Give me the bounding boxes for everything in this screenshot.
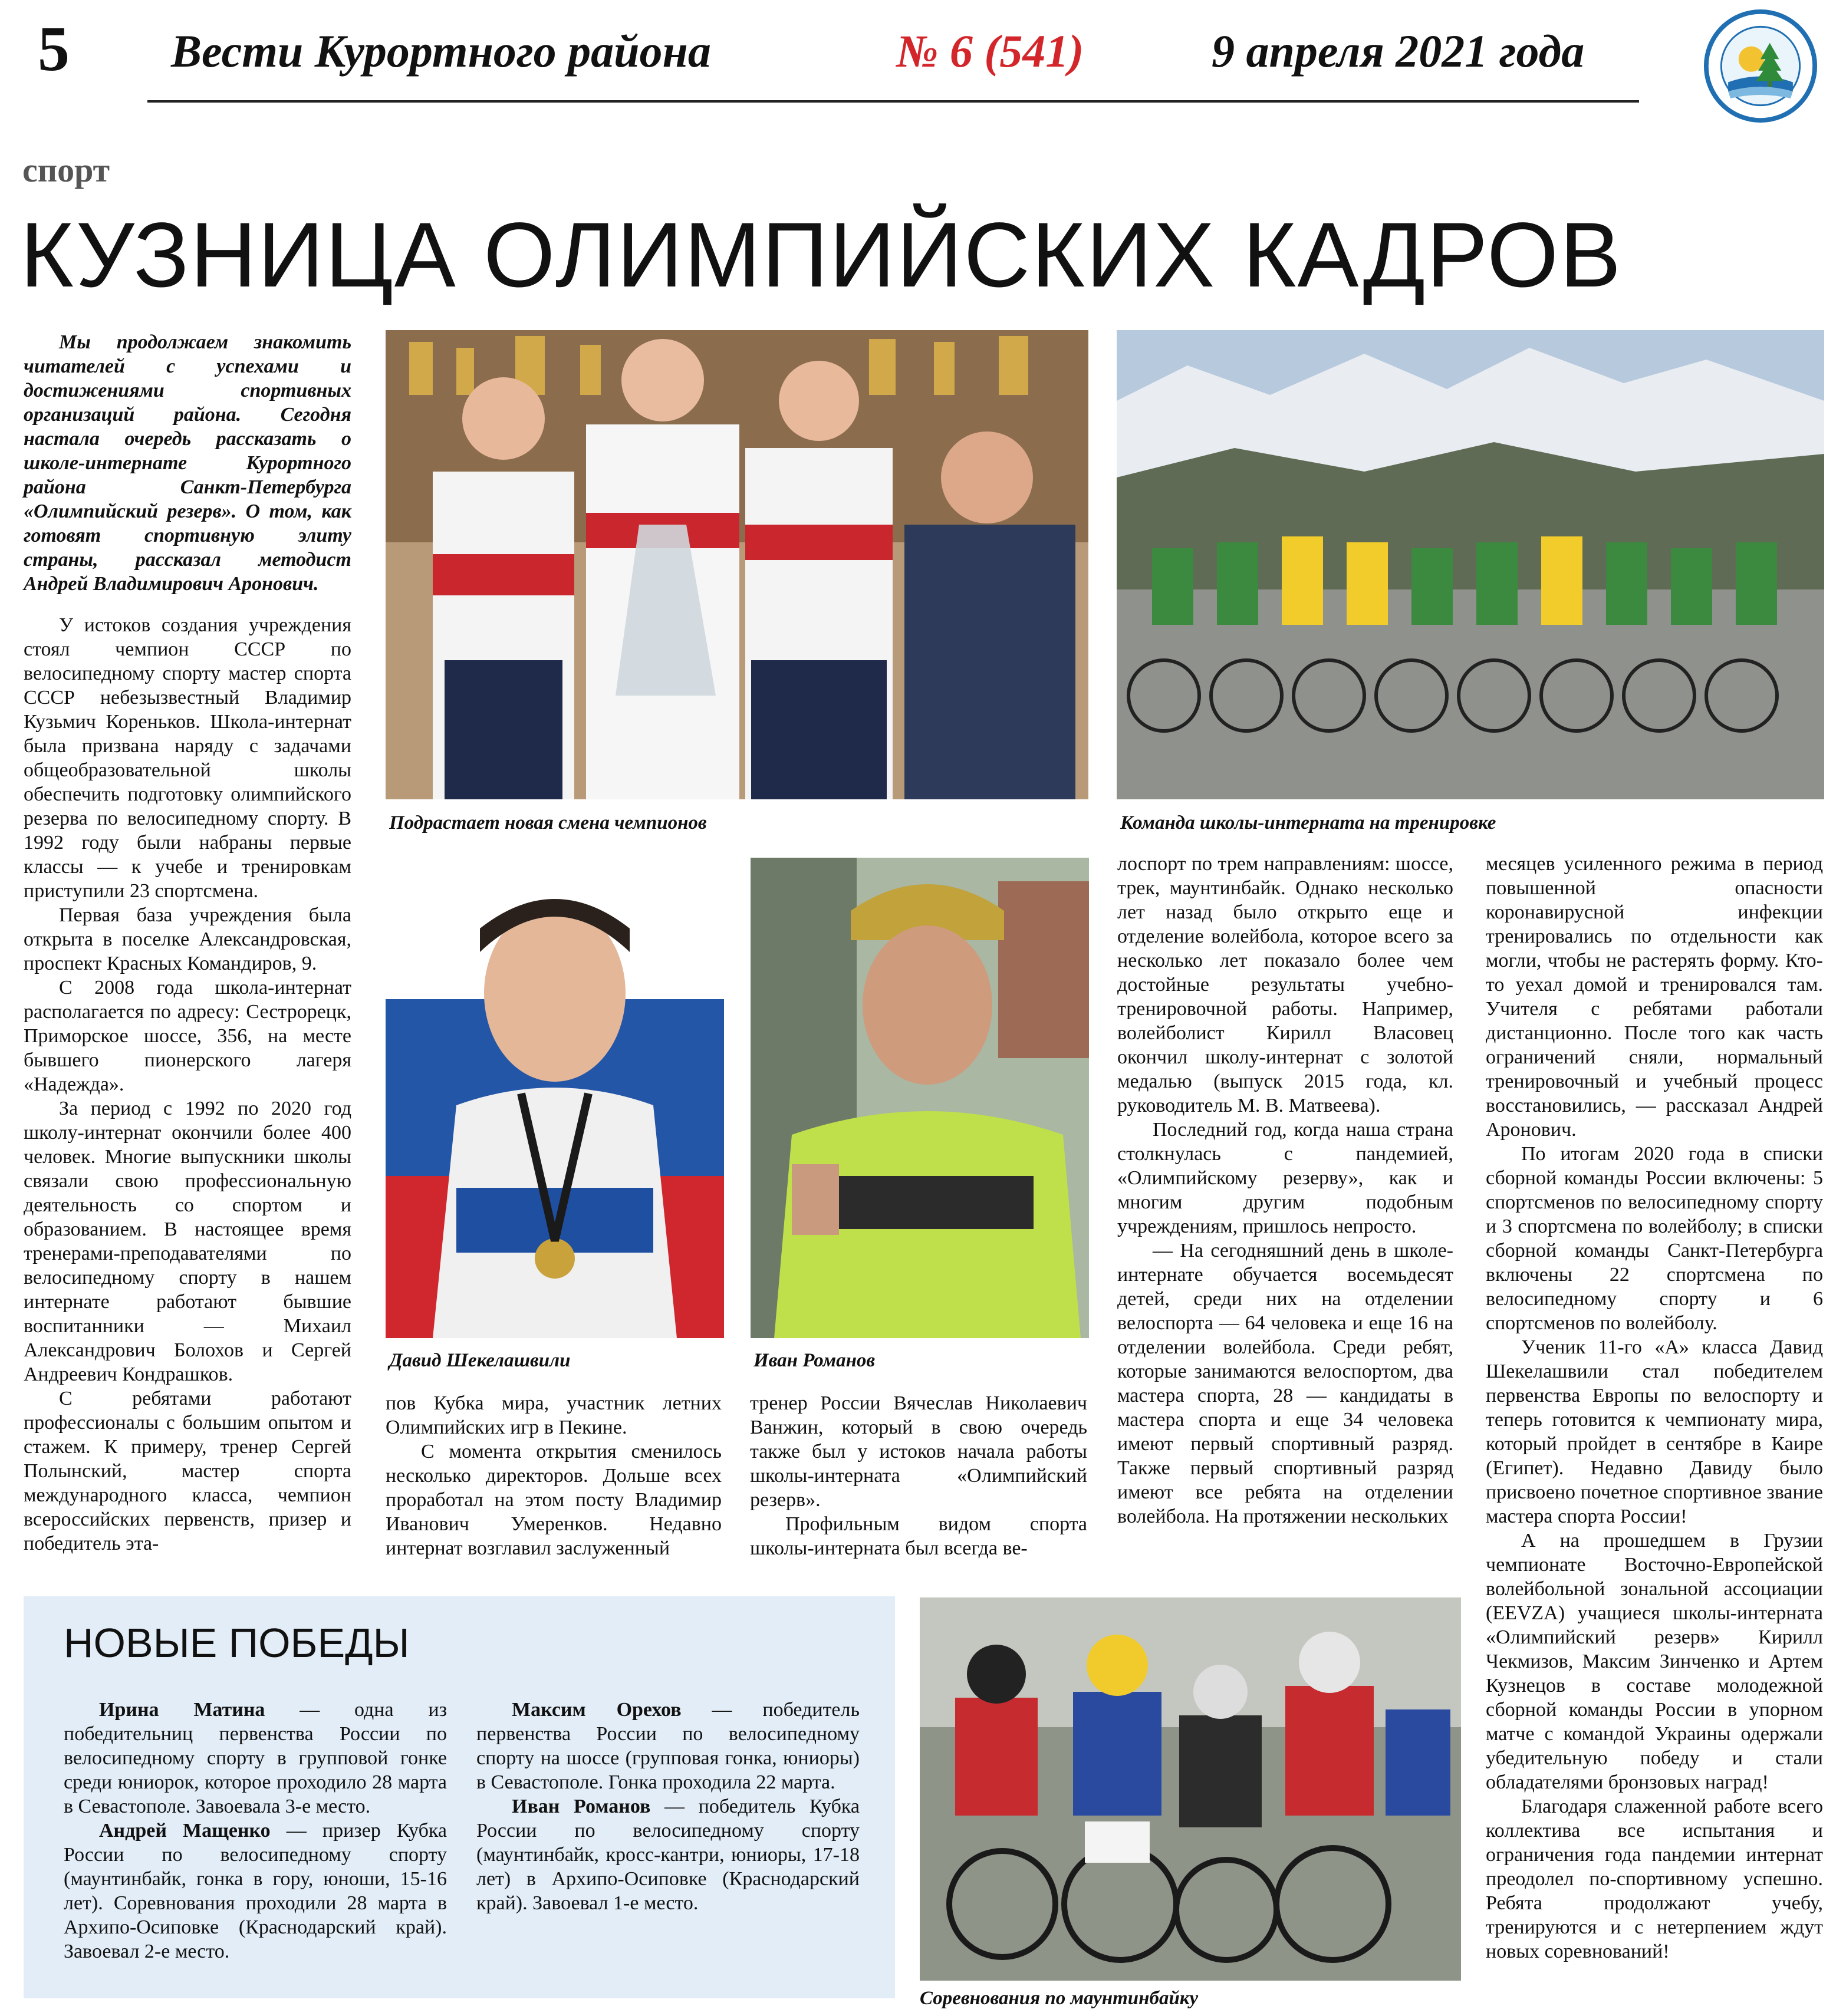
photo-trophy-team: [386, 330, 1088, 799]
winner-name: Андрей Мащенко: [99, 1820, 271, 1842]
article-paragraph: Профильным видом спорта школы-интерната был всегда ве-: [750, 1513, 1087, 1559]
article-paragraph: С момента открытия сменилось несколько директоров. Дольше всех проработал на этом посту Владимир Иванович Умеренков. Недавно интернат возглавил заслуженный: [386, 1441, 722, 1559]
article-paragraph: За период с 1992 по 2020 год школу-интернат окончили более 400 человек. Многие выпускники школы связали свою профессиональную деятельность со спортом и образованием. В настоящее время тренерами-преподавателями по велосипедному спорту в нашем интернате работают бывшие воспитанники — Михаил Александрович Болохов и Сергей Андреевич Кондрашков.: [24, 1098, 351, 1385]
article-paragraph: месяцев усиленного режима в период повышенной опасности коронавирусной инфекции тренировались по отдельности как могли, чтобы не растерять форму. Кто-то уехал домой и тренировался там. Учителя с ребятами работали дистанционно. После того как часть ограничений сняли, нормальный тренировочный и учебный процесс восстановились, — рассказал Андрей Аронович.: [1486, 853, 1823, 1141]
paper-name: Вести Курортного района: [171, 25, 711, 77]
article-paragraph: Первая база учреждения была открыта в поселке Александровская, проспект Красных Командиров, 9.: [24, 904, 351, 974]
headline: КУЗНИЦА ОЛИМПИЙСКИХ КАДРОВ: [20, 204, 1623, 307]
photo-caption: Команда школы-интерната на тренировке: [1120, 812, 1496, 834]
winner-name: Максим Орехов: [512, 1699, 682, 1721]
winner-name: Иван Романов: [512, 1796, 651, 1817]
article-paragraph: С 2008 года школа-интернат располагается по адресу: Сестрорецк, Приморское шоссе, 356, на месте бывшего пионерского лагеря «Надежда».: [24, 977, 351, 1095]
article-paragraph: По итогам 2020 года в списки сборной команды России включены: 5 спортсменов по велосипедному спорту и 3 спортсмена по волейболу; в списки сборной команды Санкт-Петербурга включены 22 спортсмена по велосипедному спорту и 6 спортсменов по волейболу.: [1486, 1143, 1823, 1334]
article-paragraph: — На сегодняшний день в школе-интернате обучается восемьдесят детей, среди них на отделении велоспорта — 64 человека и еще 16 на отделении волейбола. Среди ребят, которые занимаются велоспортом, два мастера спорта, 28 — кандидаты в мастера спорта и еще 34 человека имеют первый спортивный разряд. Также первый спортивный разряд имеют все ребята на отделении волейбола. На протяжении нескольких: [1117, 1240, 1453, 1527]
box-column-1: [64, 1698, 447, 1964]
article-paragraph: Ученик 11-го «А» класса Давид Шекелашвили стал победителем первенства Европы по велоспорту и теперь готовится к чемпионату мира, который пройдет в сентябре в Каире (Египет). Недавно Давиду было присвоено почетное спортивное звание мастера спорта России!: [1486, 1336, 1823, 1527]
section-rubric: спорт: [22, 151, 110, 189]
photo-caption: Подрастает новая смена чемпионов: [389, 812, 707, 834]
box-title: НОВЫЕ ПОБЕДЫ: [64, 1620, 410, 1666]
photo-caption: Иван Романов: [753, 1350, 876, 1371]
winner-text: — победитель первенства России по велосипедному спорту на шоссе (групповая гонка, юниоры) в Севастополе. Гонка проходила 22 марта.: [476, 1699, 860, 1793]
article-column-1: [24, 613, 351, 1556]
issue-number: № 6 (541): [896, 25, 1084, 77]
box-column-2: [476, 1698, 860, 1915]
winner-entry: [476, 1698, 860, 1794]
article-column-5: [1486, 852, 1823, 1964]
issue-date: 9 апреля 2021 года: [1212, 25, 1585, 77]
winner-entry: [64, 1819, 447, 1964]
article-paragraph: тренер России Вячеслав Николаевич Ванжин, который в свою очередь также был у истоков начала работы школы-интерната «Олимпийский резерв».: [750, 1392, 1087, 1511]
article-paragraph: Последний год, когда наша страна столкнулась с пандемией, «Олимпийскому резерву», как и многим другим подобным учреждениям, пришлось непросто.: [1117, 1119, 1453, 1237]
article-column-3: [750, 1391, 1087, 1560]
photo-caption: Давид Шекелашвили: [389, 1350, 571, 1371]
lead-paragraph: Мы продолжаем знакомить читателей с успехами и достижениями спортивных организаций района. Сегодня настала очередь рассказать о школе-интернате Курортного района Санкт-Петербурга «Олимпийский резерв». О том, как готовят спортивную элиту страны, рассказал методист Андрей Владимирович Аронович.: [24, 331, 351, 595]
winner-name: Ирина Матина: [99, 1699, 265, 1721]
article-column-2: [386, 1391, 722, 1560]
winner-entry: [64, 1698, 447, 1819]
photo-caption: Соревнования по маунтинбайку: [920, 1988, 1199, 2009]
winner-text: — одна из победительниц первенства России по велосипедному спорту в групповой гонке среди юниорок, которое проходило 28 марта в Севастополе. Завоевала 3-е место.: [64, 1699, 447, 1817]
article-paragraph: пов Кубка мира, участник летних Олимпийских игр в Пекине.: [386, 1392, 722, 1438]
article-paragraph: А на прошедшем в Грузии чемпионате Восточно-Европейской волейбольной зональной ассоциации (EEVZA) учащиеся школы-интерната «Олимпийский резерв» Кирилл Чекмизов, Максим Зинченко и Артем Кузнецов в составе молодежной сборной команды России в упорном матче с командой Украины одержали убедительную победу и стали обладателями бронзовых наград!: [1486, 1530, 1823, 1793]
winner-entry: [476, 1794, 860, 1915]
district-logo-icon: [1703, 8, 1818, 124]
masthead-rule: [147, 100, 1639, 103]
photo-mountainbike-race: [920, 1597, 1461, 1981]
article-paragraph: С ребятами работают профессионалы с большим опытом и стажем. К примеру, тренер Сергей Полынский, мастер спорта международного класса, чемпион всероссийских первенств, призер и победитель эта-: [24, 1388, 351, 1554]
winner-text: — победитель Кубка России по велосипедному спорту (маунтинбайк, кросс-кантри, юниоры, 17-18 лет) в Архипо-Осиповке (Краснодарский край). Завоевал 1-е место.: [476, 1796, 860, 1914]
page-number: 5: [38, 14, 70, 84]
article-paragraph: У истоков создания учреждения стоял чемпион СССР по велосипедному спорту мастер спорта СССР небезызвестный Владимир Кузьмич Кореньков. Школа-интернат была призвана наряду с задачами общеобразовательной школы обеспечить подготовку олимпийского резерва по велосипедному спорту. В 1992 году были набраны первые классы — к учебе и тренировкам приступили 23 спортсмена.: [24, 614, 351, 902]
photo-team-training: [1117, 330, 1824, 799]
photo-ivan-portrait: [751, 858, 1089, 1338]
article-paragraph: Благодаря слаженной работе всего коллектива все испытания и ограничения года пандемии интернат преодолел по-спортивному успешно. Ребята продолжают учебу, тренируются и с нетерпением ждут новых соревнований!: [1486, 1796, 1823, 1962]
photo-david-portrait: [386, 858, 724, 1338]
article-paragraph: лоспорт по трем направлениям: шоссе, трек, маунтинбайк. Однако несколько лет назад было открыто еще и отделение волейбола, которое всего за несколько лет показало более чем достойные результаты учебно-тренировочной работы. Например, волейболист Кирилл Власовец окончил школу-интернат с золотой медалью (выпуск 2015 года, кл. руководитель М. В. Матвеева).: [1117, 853, 1453, 1116]
article-column-4: [1117, 852, 1453, 1529]
winner-text: — призер Кубка России по велосипедному спорту (маунтинбайк, гонка в гору, юноши, 15-16 лет). Соревнования проходили 28 марта в Архипо-Осиповке (Краснодарский край). Завоевал 2-е место.: [64, 1820, 447, 1962]
